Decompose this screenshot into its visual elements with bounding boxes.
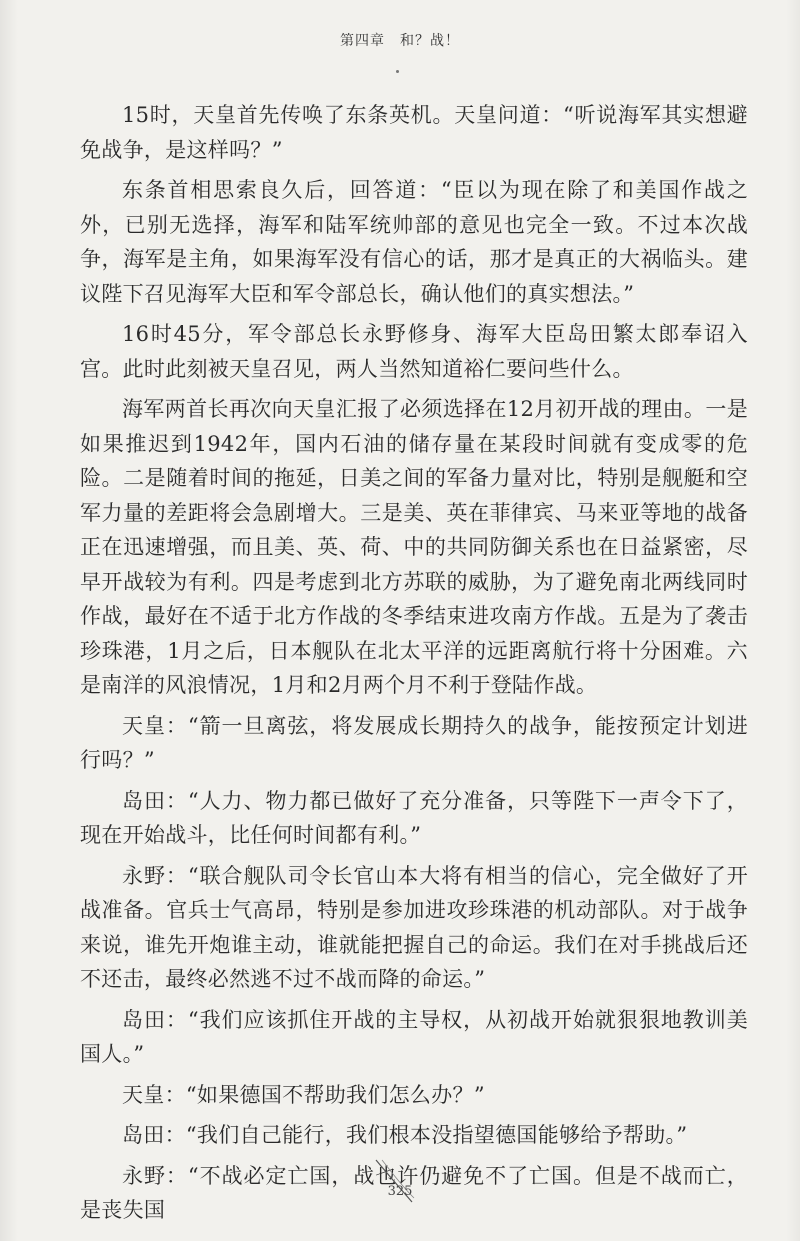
- running-head: 第四章 和？战！: [340, 33, 460, 49]
- paragraph: 岛田：“我们应该抓住开战的主导权，从初战开始就狠狠地教训美国人。”: [80, 1007, 748, 1066]
- paragraph: 16时45分，军令部总长永野修身、海军大臣岛田繁太郎奉诏入宫。此时此刻被天皇召见，两人当然知道裕仁要问些什么。: [80, 322, 748, 381]
- paragraph: 岛田：“我们自己能行，我们根本没指望德国能够给予帮助。”: [122, 1123, 688, 1147]
- paragraph: 天皇：“箭一旦离弦，将发展成长期持久的战争，能按预定计划进行吗？”: [80, 713, 748, 772]
- paragraph: 岛田：“人力、物力都已做好了充分准备，只等陛下一声令下了，现在开始战斗，比任何时间都有利。”: [80, 788, 748, 847]
- body-text: [80, 98, 748, 1234]
- paragraph: 永野：“联合舰队司令长官山本大将有相当的信心，完全做好了开战准备。官兵士气高昂，特别是参加进攻珍珠港的机动部队。对于战争来说，谁先开炮谁主动，谁就能把握自己的命运。我们在对手挑战后还不还击，最终必然逃不过不战而降的命运。”: [80, 863, 748, 991]
- paragraph: 永野：“不战必定亡国，战也许仍避免不了亡国。但是不战而亡，是丧失国: [80, 1163, 748, 1222]
- header-dot: [396, 70, 399, 73]
- page-number: 325: [387, 1184, 413, 1199]
- paragraph: 东条首相思索良久后，回答道：“臣以为现在除了和美国作战之外，已别无选择，海军和陆军统帅部的意见也完全一致。不过本次战争，海军是主角，如果海军没有信心的话，那才是真正的大祸临头。建议陛下召见海军大臣和军令部总长，确认他们的真实想法。”: [80, 178, 748, 306]
- paragraph: 天皇：“如果德国不帮助我们怎么办？”: [122, 1082, 485, 1107]
- paragraph: 海军两首长再次向天皇汇报了必须选择在12月初开战的理由。一是如果推迟到1942年，国内石油的储存量在某段时间就有变成零的危险。二是随着时间的拖延，日美之间的军备力量对比，特别是舰艇和空军力量的差距将会急剧增大。三是美、英在菲律宾、马来亚等地的战备正在迅速增强，而且美、英、荷、中的共同防御关系也在日益紧密，尽早开战较为有利。四是考虑到北方苏联的威胁，为了避免南北两线同时作战，最好在不适于北方作战的冬季结束进攻南方作战。五是为了袭击珍珠港，1月之后，日本舰队在北太平洋的远距离航行将十分困难。六是南洋的风浪情况，1月和2月两个月不利于登陆作战。: [80, 397, 748, 697]
- paragraph: 15时，天皇首先传唤了东条英机。天皇问道：“听说海军其实想避免战争，是这样吗？”: [80, 103, 748, 162]
